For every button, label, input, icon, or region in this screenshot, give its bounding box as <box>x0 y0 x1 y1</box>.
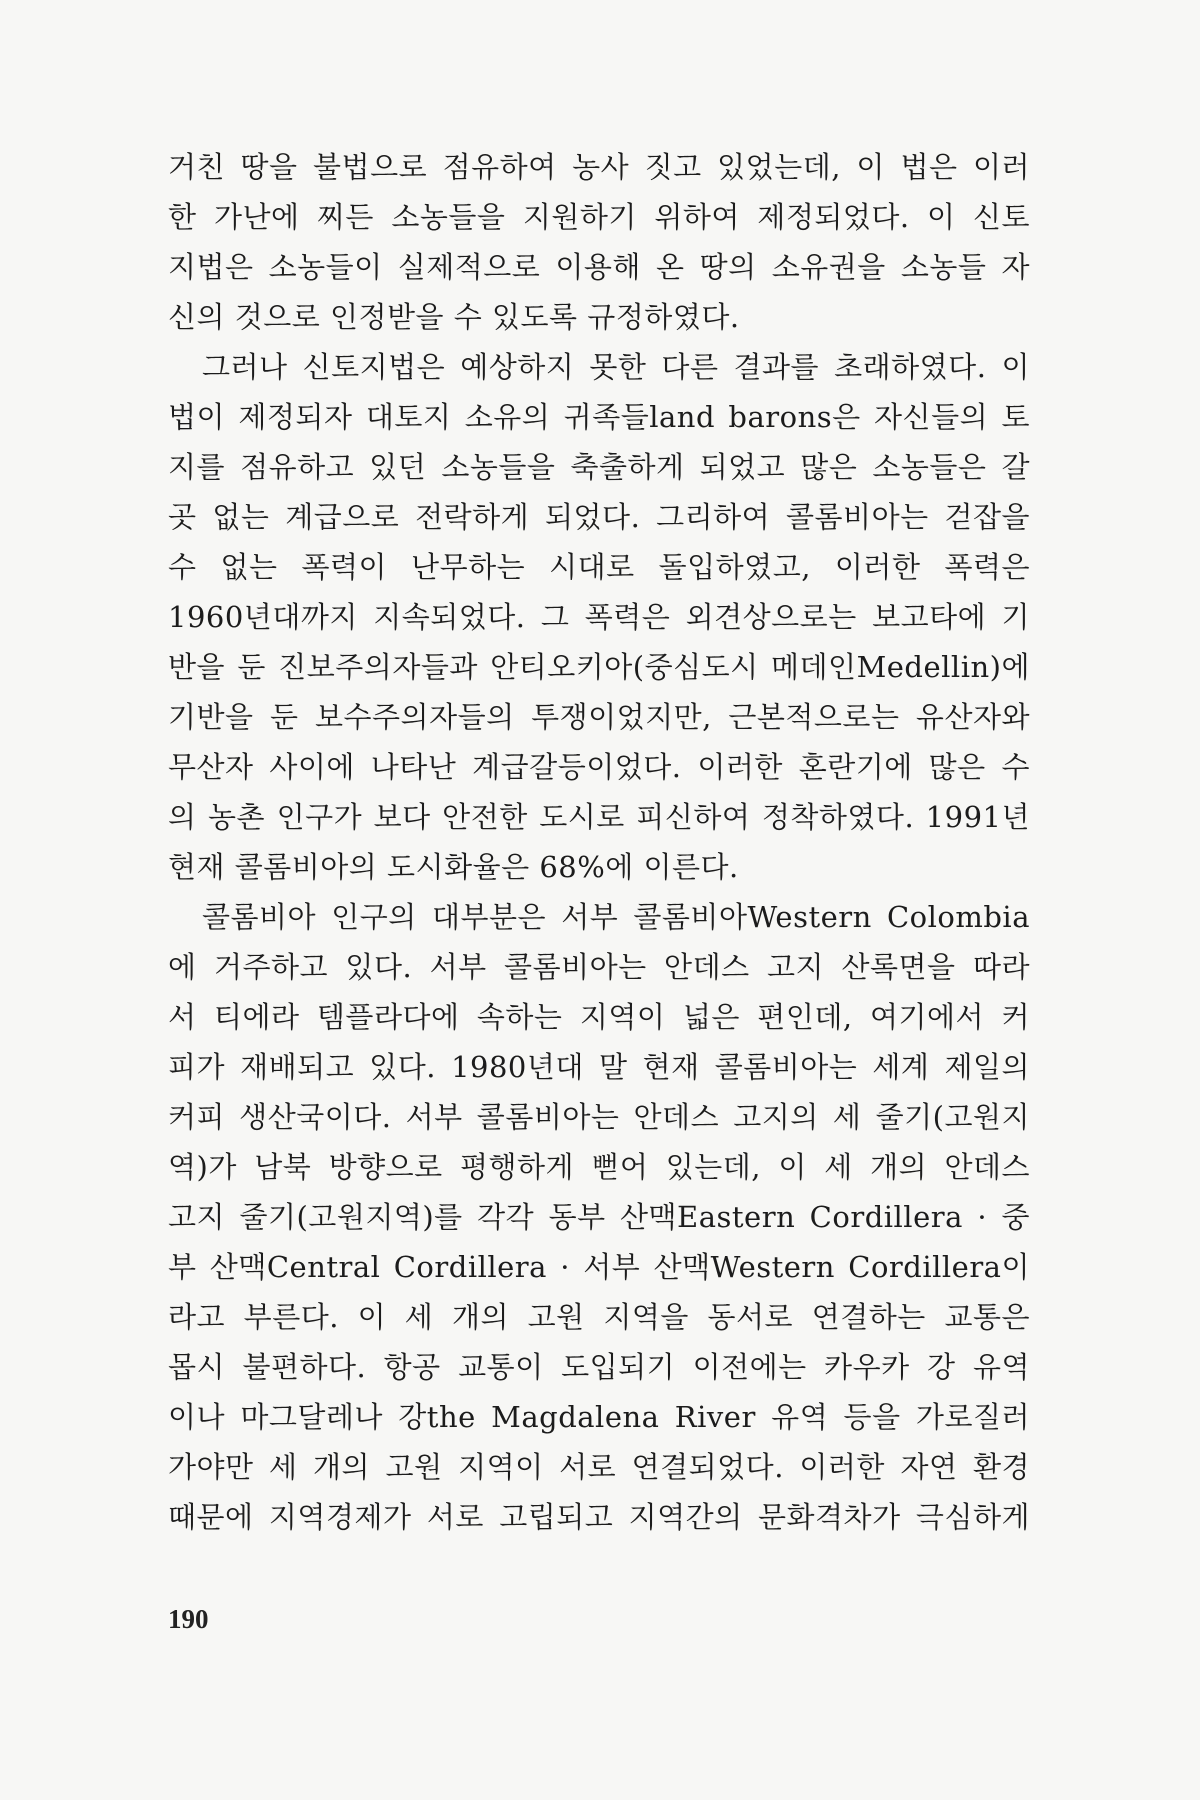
text-line: 거친 땅을 불법으로 점유하여 농사 짓고 있었는데, 이 법은 이러 <box>168 150 1030 184</box>
text-line: 부 산맥Central Cordillera · 서부 산맥Western Cordillera이 <box>168 1250 1030 1284</box>
text-line: 이나 마그달레나 강the Magdalena River 유역 등을 가로질러 <box>168 1400 1030 1434</box>
text-line: 신의 것으로 인정받을 수 있도록 규정하였다. <box>168 300 740 334</box>
text-line: 몹시 불편하다. 항공 교통이 도입되기 이전에는 카우카 강 유역 <box>168 1350 1030 1384</box>
text-line: 지를 점유하고 있던 소농들을 축출하게 되었고 많은 소농들은 갈 <box>168 450 1030 484</box>
text-line: 1960년대까지 지속되었다. 그 폭력은 외견상으로는 보고타에 기 <box>168 600 1030 634</box>
text-line: 현재 콜롬비아의 도시화율은 68%에 이른다. <box>168 850 739 884</box>
text-line: 무산자 사이에 나타난 계급갈등이었다. 이러한 혼란기에 많은 수 <box>168 750 1030 784</box>
text-line: 기반을 둔 보수주의자들의 투쟁이었지만, 근본적으로는 유산자와 <box>168 700 1030 734</box>
text-line: 고지 줄기(고원지역)를 각각 동부 산맥Eastern Cordillera · 중 <box>168 1200 1030 1234</box>
text-line: 의 농촌 인구가 보다 안전한 도시로 피신하여 정착하였다. 1991년 <box>168 800 1030 834</box>
text-line: 곳 없는 계급으로 전락하게 되었다. 그리하여 콜롬비아는 걷잡을 <box>168 500 1030 534</box>
body-text <box>168 142 1030 1542</box>
text-line: 커피 생산국이다. 서부 콜롬비아는 안데스 고지의 세 줄기(고원지 <box>168 1100 1030 1134</box>
text-line: 에 거주하고 있다. 서부 콜롬비아는 안데스 고지 산록면을 따라 <box>168 950 1030 984</box>
text-line: 법이 제정되자 대토지 소유의 귀족들land barons은 자신들의 토 <box>168 400 1030 434</box>
text-line: 한 가난에 찌든 소농들을 지원하기 위하여 제정되었다. 이 신토 <box>168 200 1030 234</box>
text-line: 수 없는 폭력이 난무하는 시대로 돌입하였고, 이러한 폭력은 <box>168 550 1030 584</box>
text-line: 지법은 소농들이 실제적으로 이용해 온 땅의 소유권을 소농들 자 <box>168 250 1030 284</box>
text-line: 때문에 지역경제가 서로 고립되고 지역간의 문화격차가 극심하게 <box>168 1500 1030 1534</box>
text-line: 콜롬비아 인구의 대부분은 서부 콜롬비아Western Colombia <box>202 900 1030 934</box>
page-number: 190 <box>168 1604 209 1634</box>
text-line: 반을 둔 진보주의자들과 안티오키아(중심도시 메데인Medellin)에 <box>168 650 1030 684</box>
text-line: 피가 재배되고 있다. 1980년대 말 현재 콜롬비아는 세계 제일의 <box>168 1050 1030 1084</box>
text-line: 가야만 세 개의 고원 지역이 서로 연결되었다. 이러한 자연 환경 <box>168 1450 1030 1484</box>
text-line: 서 티에라 템플라다에 속하는 지역이 넓은 편인데, 여기에서 커 <box>168 1000 1030 1034</box>
text-line: 라고 부른다. 이 세 개의 고원 지역을 동서로 연결하는 교통은 <box>168 1300 1030 1334</box>
text-line: 역)가 남북 방향으로 평행하게 뻗어 있는데, 이 세 개의 안데스 <box>168 1150 1030 1184</box>
text-line: 그러나 신토지법은 예상하지 못한 다른 결과를 초래하였다. 이 <box>202 350 1030 384</box>
